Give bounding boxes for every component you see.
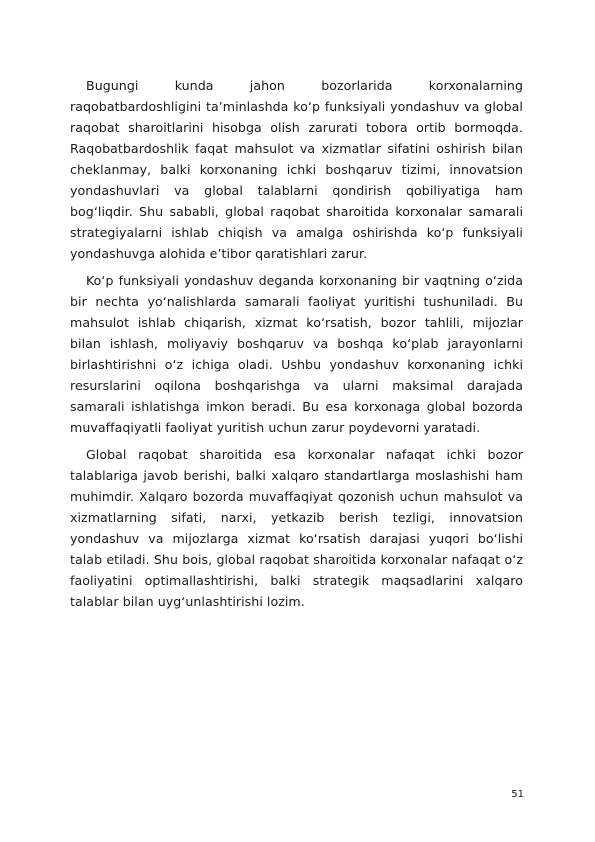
page-number: 51 xyxy=(511,789,524,800)
paragraph-2: Ko‘p funksiyali yondashuv deganda korxonaning bir vaqtning o‘zida bir nechta yo‘nalishlarda samarali faoliyat yuritishi tushuniladi. Bu mahsulot ishlab chiqarish, xizmat ko‘rsatish, bozor tahlili, mijozlar bilan ishlash, moliyaviy boshqaruv va boshqa ko‘plab jarayonlarni birlashtirishni o‘z ichiga oladi. Ushbu yondashuv korxonaning ichki resurslarini oqilona boshqarishga va ularni maksimal darajada samarali ishlatishga imkon beradi. Bu esa korxonaga global bozorda muvaffaqiyatli faoliyat yuritish uchun zarur poydevorni yaratadi. xyxy=(70,273,523,435)
paragraph-3: Global raqobat sharoitida esa korxonalar nafaqat ichki bozor talablariga javob berishi, balki xalqaro standartlarga moslashishi ham muhimdir. Xalqaro bozorda muvaffaqiyat qozonish uchun mahsulot va xizmatlarning sifati, narxi, yetkazib berish tezligi, innovatsion yondashuv va mijozlarga xizmat ko‘rsatish darajasi yuqori bo‘lishi talab etiladi. Shu bois, global raqobat sharoitida korxonalar nafaqat o‘z faoliyatini optimallashtirishi, balki strategik maqsadlarini xalqaro talablar bilan uyg‘unlashtirishi lozim. xyxy=(70,447,523,609)
paragraph-1: Bugungi kunda jahon bozorlarida korxonalarning raqobatbardoshligini ta’minlashda ko‘p funksiyali yondashuv va global raqobat sharoitlarini hisobga olish zarurati tobora ortib bormoqda. Raqobatbardoshlik faqat mahsulot va xizmatlar sifatini oshirish bilan cheklanmay, balki korxonaning ichki boshqaruv tizimi, innovatsion yondashuvlari va global talablarni qondirish qobiliyatiga ham bog‘liqdir. Shu sababli, global raqobat sharoitida korxonalar samarali strategiyalarni ishlab chiqish va amalga oshirishda ko‘p funksiyali yondashuvga alohida e’tibor qaratishlari zarur. xyxy=(70,78,523,261)
body-text xyxy=(70,75,523,618)
